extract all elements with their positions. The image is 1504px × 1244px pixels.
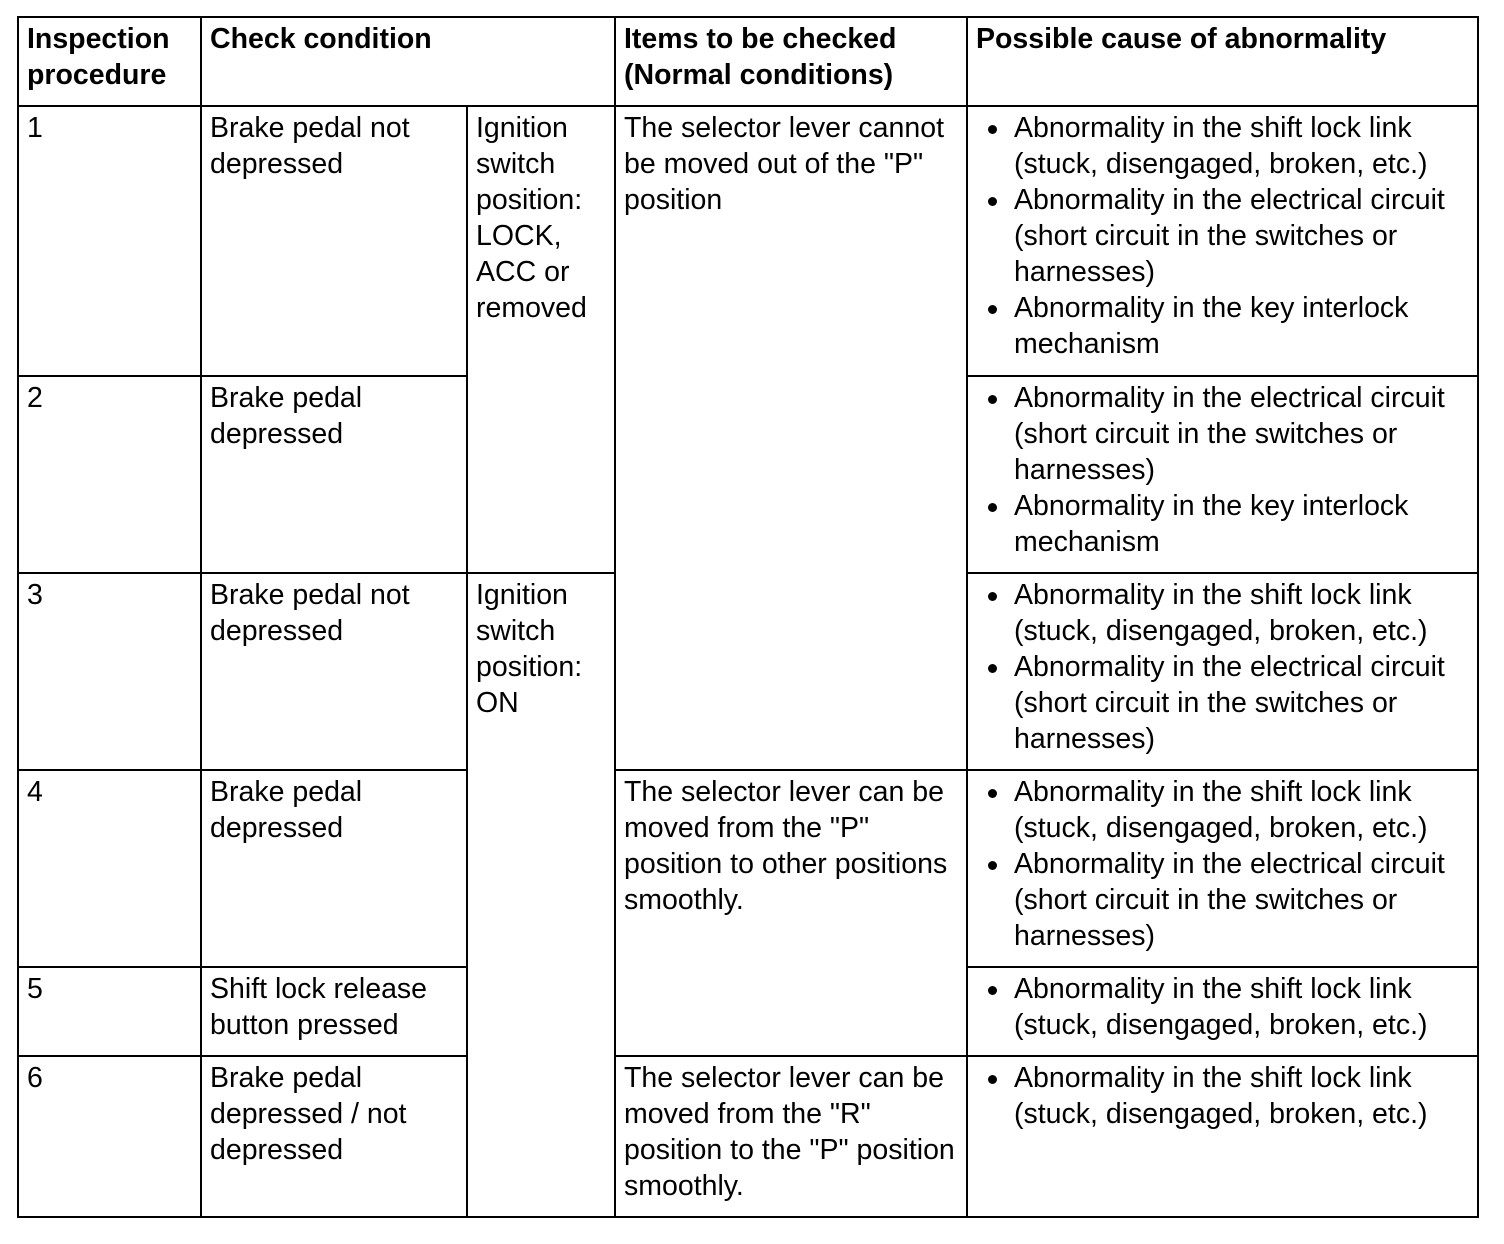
table-row <box>18 1056 1478 1217</box>
cause-list <box>976 577 1469 757</box>
cause-list <box>976 971 1469 1043</box>
possible-causes <box>967 106 1478 376</box>
expected-result: The selector lever can be moved from the "R" position to the "P" position smoothly. <box>615 1056 967 1217</box>
cause-item: Abnormality in the key interlock mechanism <box>976 488 1469 560</box>
procedure-number: 6 <box>18 1056 201 1217</box>
header-row <box>18 17 1478 106</box>
cause-item: Abnormality in the shift lock link (stuck, disengaged, broken, etc.) <box>976 1060 1469 1132</box>
brake-condition: Brake pedal not depressed <box>201 106 467 376</box>
cause-list <box>976 774 1469 954</box>
cause-list <box>976 1060 1469 1132</box>
possible-causes <box>967 1056 1478 1217</box>
table-row <box>18 106 1478 376</box>
expected-result: The selector lever cannot be moved out of the "P" position <box>615 106 967 770</box>
brake-condition: Brake pedal depressed <box>201 376 467 573</box>
cause-item: Abnormality in the shift lock link (stuck, disengaged, broken, etc.) <box>976 774 1469 846</box>
header-procedure: Inspection procedure <box>18 17 201 106</box>
procedure-number: 3 <box>18 573 201 770</box>
cause-item: Abnormality in the shift lock link (stuck, disengaged, broken, etc.) <box>976 971 1469 1043</box>
possible-causes <box>967 573 1478 770</box>
brake-condition: Brake pedal not depressed <box>201 573 467 770</box>
cause-item: Abnormality in the electrical circuit (short circuit in the switches or harnesses) <box>976 846 1469 954</box>
procedure-number: 5 <box>18 967 201 1056</box>
cause-list <box>976 380 1469 560</box>
procedure-number: 1 <box>18 106 201 376</box>
ignition-off-condition: Ignition switch position: LOCK, ACC or removed <box>467 106 615 573</box>
cause-item: Abnormality in the electrical circuit (short circuit in the switches or harnesses) <box>976 649 1469 757</box>
procedure-number: 2 <box>18 376 201 573</box>
cause-item: Abnormality in the electrical circuit (short circuit in the switches or harnesses) <box>976 380 1469 488</box>
procedure-number: 4 <box>18 770 201 967</box>
ignition-on-condition: Ignition switch position: ON <box>467 573 615 1217</box>
expected-result: The selector lever can be moved from the "P" position to other positions smoothly. <box>615 770 967 1056</box>
header-check-condition: Check condition <box>201 17 615 106</box>
table-row <box>18 770 1478 967</box>
header-items-checked: Items to be checked (Normal conditions) <box>615 17 967 106</box>
possible-causes <box>967 376 1478 573</box>
brake-condition: Brake pedal depressed / not depressed <box>201 1056 467 1217</box>
inspection-table <box>17 16 1479 1218</box>
possible-causes <box>967 967 1478 1056</box>
possible-causes <box>967 770 1478 967</box>
cause-item: Abnormality in the key interlock mechanism <box>976 290 1469 362</box>
brake-condition: Shift lock release button pressed <box>201 967 467 1056</box>
cause-list <box>976 110 1469 362</box>
header-possible-cause: Possible cause of abnormality <box>967 17 1478 106</box>
cause-item: Abnormality in the electrical circuit (short circuit in the switches or harnesses) <box>976 182 1469 290</box>
cause-item: Abnormality in the shift lock link (stuck, disengaged, broken, etc.) <box>976 577 1469 649</box>
brake-condition: Brake pedal depressed <box>201 770 467 967</box>
cause-item: Abnormality in the shift lock link (stuck, disengaged, broken, etc.) <box>976 110 1469 182</box>
